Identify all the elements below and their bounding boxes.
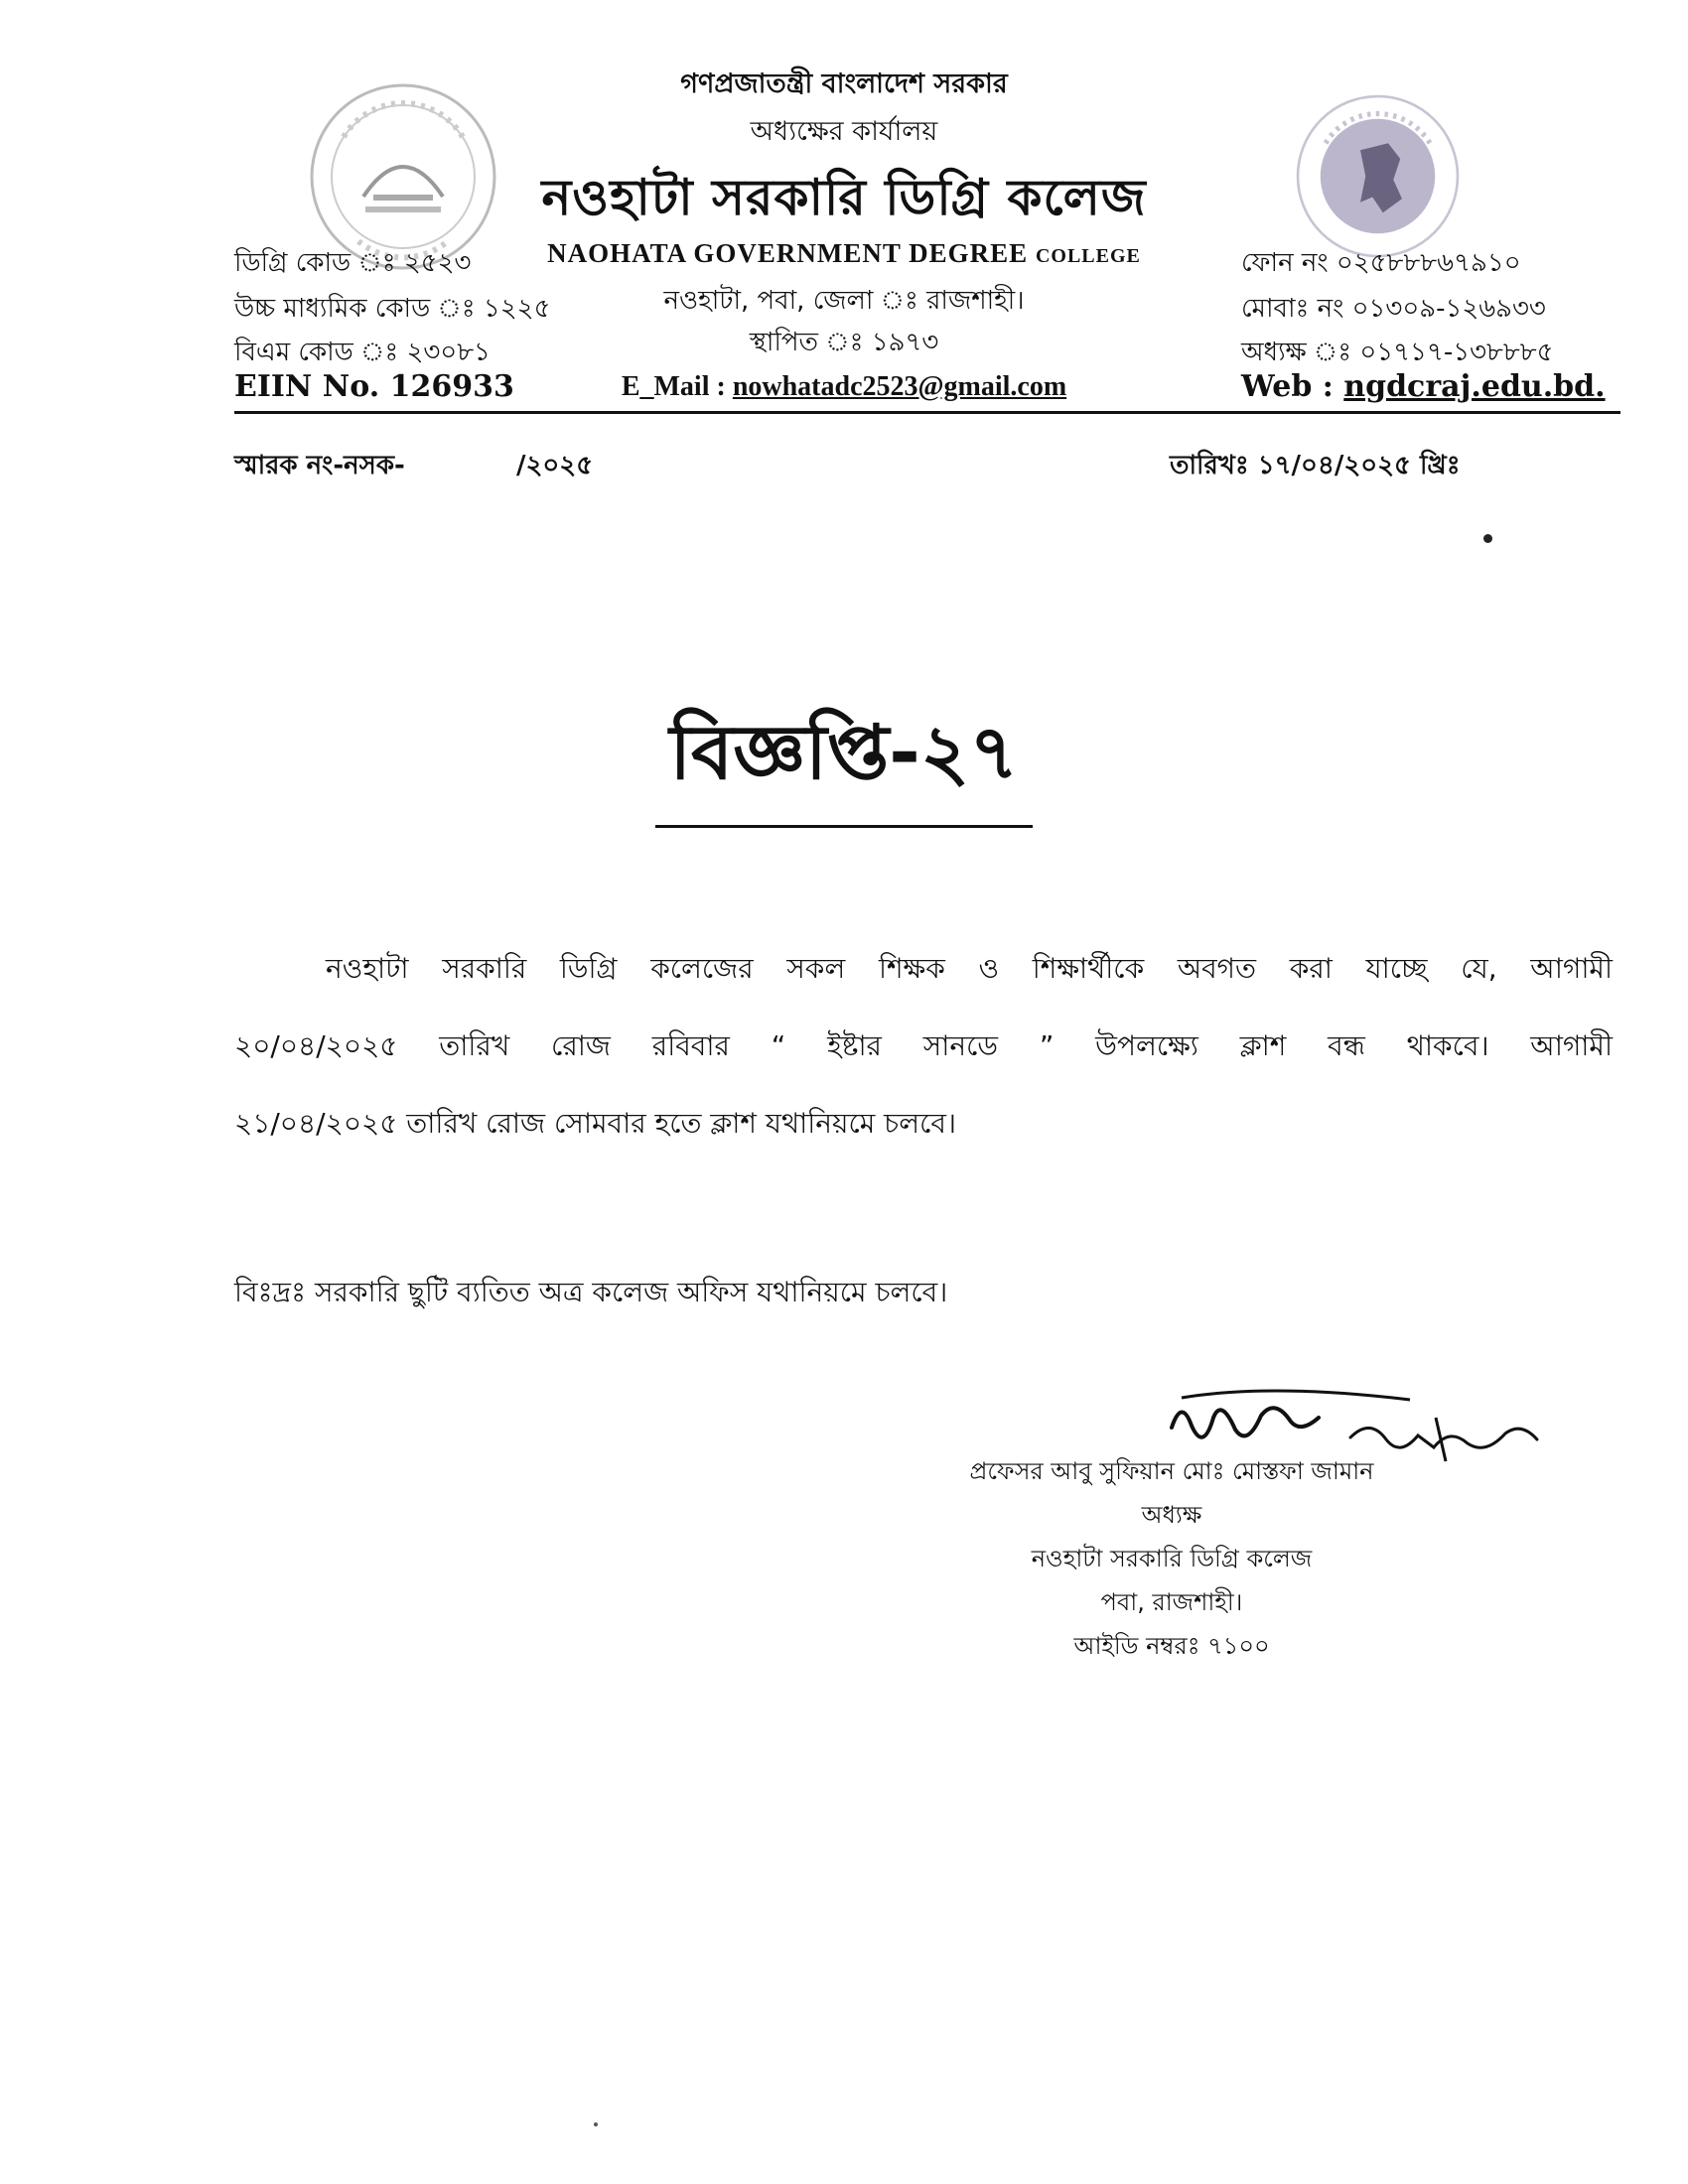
mobile-number: মোবাঃ নং ০১৩০৯-১২৬৯৩৩ — [1241, 294, 1546, 324]
signatory-id: আইডি নম্বরঃ ৭১০০ — [1073, 1632, 1270, 1660]
signatory-location: পবা, রাজশাহী। — [1100, 1588, 1243, 1616]
website-link[interactable]: ngdcraj.edu.bd. — [1343, 369, 1606, 404]
ink-speck — [1483, 534, 1492, 543]
body-line-2: ২০/০৪/২০২৫ তারিখ রোজ রবিবার “ ইষ্টার সানডে ” উপলক্ষ্যে ক্লাশ বন্ধ থাকবে। আগামী — [234, 1029, 1613, 1062]
body-line-3: ২১/০৪/২০২৫ তারিখ রোজ সোমবার হতে ক্লাশ যথানিয়মে চলবে। — [234, 1107, 956, 1140]
memo-ref-year: /২০২৫ — [516, 451, 594, 480]
email-label: E_Mail : — [621, 371, 726, 402]
eiin-number: EIIN No. 126933 — [234, 369, 514, 404]
body-line-1: নওহাটা সরকারি ডিগ্রি কলেজের সকল শিক্ষক ও শিক্ষার্থীকে অবগত করা যাচ্ছে যে, আগামী — [326, 952, 1613, 985]
memo-date: তারিখঃ ১৭/০৪/২০২৫ খ্রিঃ — [1170, 451, 1461, 480]
header-divider — [234, 411, 1620, 414]
college-name-en-main: NAOHATA GOVERNMENT DEGREE — [547, 238, 1029, 268]
college-name-en-small: COLLEGE — [1035, 245, 1141, 267]
website-line — [1241, 369, 1606, 404]
principal-phone: অধ্যক্ষ ঃ ০১৭১৭-১৩৮৮৮৫ — [1241, 338, 1554, 367]
signatory-name: প্রফেসর আবু সুফিয়ান মোঃ মোস্তফা জামান — [969, 1457, 1374, 1485]
web-label: Web : — [1241, 369, 1334, 404]
notice-title: বিজ্ঞপ্তি-২৭ — [655, 695, 1032, 828]
signatory-institution: নওহাটা সরকারি ডিগ্রি কলেজ — [1031, 1545, 1313, 1572]
memo-ref: স্মারক নং-নসক- — [234, 451, 405, 480]
office-line: অধ্যক্ষের কার্যালয় — [750, 116, 938, 147]
signatory-designation: অধ্যক্ষ — [1141, 1501, 1202, 1529]
college-name-bn: নওহাটা সরকারি ডিগ্রি কলেজ — [541, 169, 1147, 226]
degree-code: ডিগ্রি কোড ঃ ২৫২৩ — [234, 248, 472, 278]
note-line: বিঃদ্রঃ সরকারি ছুটি ব্যতিত অত্র কলেজ অফিস যথানিয়মে চলবে। — [234, 1276, 948, 1308]
established-year: স্থাপিত ঃ ১৯৭৩ — [749, 328, 939, 357]
notice-title-wrap — [0, 695, 1688, 828]
phone-number: ফোন নং ০২৫৮৮৮৬৭৯১০ — [1241, 248, 1521, 278]
hsc-code: উচ্চ মাধ্যমিক কোড ঃ ১২২৫ — [234, 294, 551, 324]
scan-dot — [594, 2122, 598, 2126]
government-line: গণপ্রজাতন্ত্রী বাংলাদেশ সরকার — [680, 68, 1008, 99]
email-link[interactable]: nowhatadc2523@gmail.com — [732, 371, 1067, 402]
bm-code: বিএম কোড ঃ ২৩০৮১ — [234, 338, 491, 367]
college-address: নওহাটা, পবা, জেলা ঃ রাজশাহী। — [663, 286, 1025, 316]
